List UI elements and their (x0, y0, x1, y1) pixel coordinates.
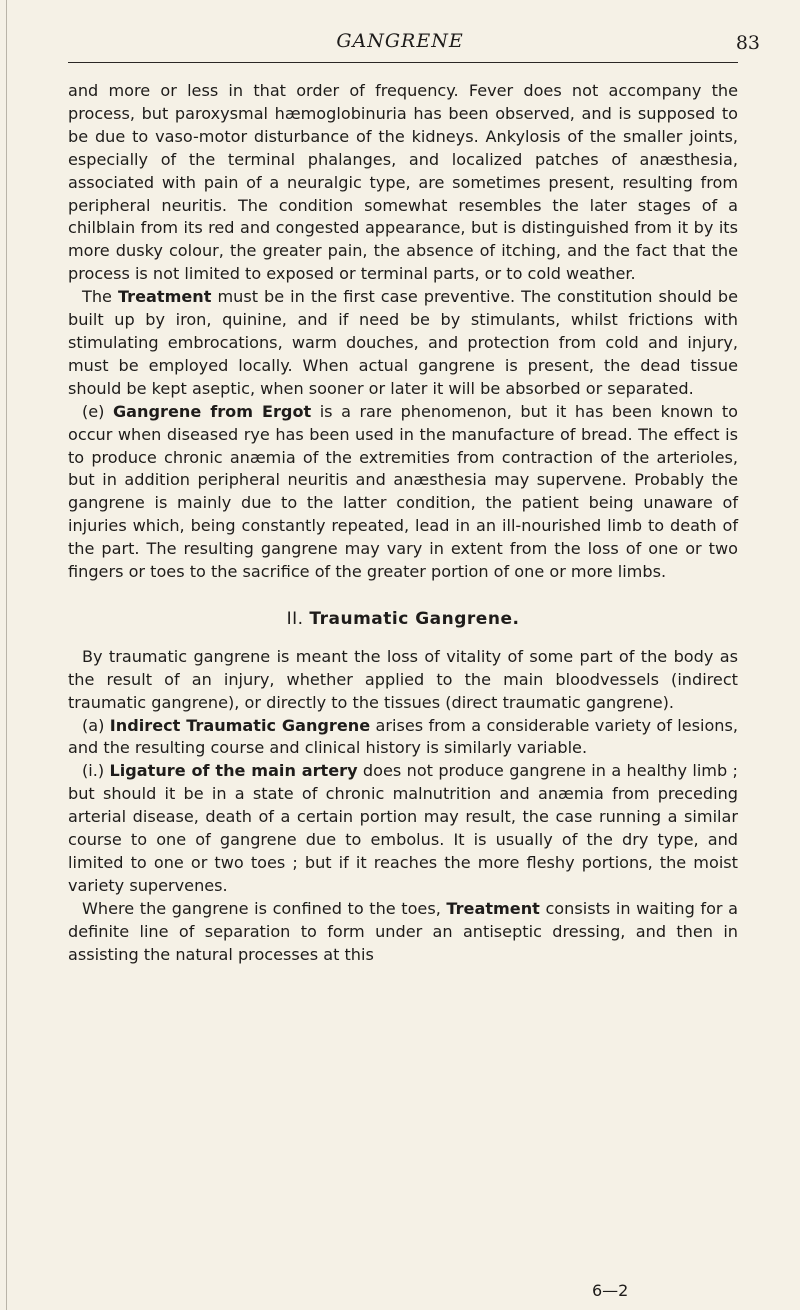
running-head: GANGRENE (336, 30, 464, 52)
paragraph-treatment (68, 286, 738, 401)
paragraph-toes-text: consists in waiting for a definite line of separation to form under an antiseptic dressing, and then in assisting the natural processes at this (68, 898, 738, 964)
paragraph-toes-heading: Treatment (446, 898, 540, 918)
page-edge-line (6, 0, 7, 1310)
page-header (0, 30, 800, 60)
paragraph-ergot (68, 401, 738, 584)
paragraph-definition: By traumatic gangrene is meant the loss of vitality of some part of the body as the result of an injury, whether applied to the main bloodvessels (indirect traumatic gangrene), or directly to the tissues (direct traumatic gangrene). (68, 646, 738, 712)
paragraph-ligature-text: does not produce gangrene in a healthy limb ; but should it be in a state of chronic malnutrition and anæmia from preceding arterial disease, death of a certain portion may result, the case running a similar course to one of gangrene due to embolus. It is usually of the dry type, and limited to one or two toes ; but if it reaches the more fleshy portions, the moist variety supervenes. (68, 761, 738, 895)
paragraph-indirect (68, 715, 738, 761)
body-text (68, 80, 738, 967)
paragraph-ergot-text: is a rare phenomenon, but it has been known to occur when diseased rye has been used in the manufacture of bread. The effect is to produce chronic anæmia of the extremities from contraction of the arterioles, but in addition peripheral neuritis and anæsthesia may supervene. Probably the gangrene is mainly due to the latter condition, the patient being unaware of injuries which, being constantly repeated, lead in an ill-nourished limb to death of the part. The resulting gangrene may vary in extent from the loss of one or two fingers or toes to the sacrifice of the greater portion of one or more limbs. (68, 401, 738, 582)
paragraph-toes-pre: Where the gangrene is confined to the toes, (82, 898, 447, 918)
signature-mark: 6—2 (592, 1281, 629, 1300)
section-number: II. (286, 608, 310, 629)
paragraph-treatment-text: must be in the first case preventive. The constitution should be built up by iron, quinine, and if need be by stimulants, whilst frictions with stimulating embrocations, warm douches, and protection from cold and injury, must be employed locally. When actual gangrene is present, the dead tissue should be kept aseptic, when sooner or later it will be absorbed or separated. (68, 287, 738, 398)
section-heading (68, 608, 738, 631)
paragraph-ligature (68, 760, 738, 897)
paragraph-treatment-pre: The (82, 287, 118, 307)
paragraph-ergot-pre: (e) (82, 401, 113, 421)
paragraph-indirect-text: arises from a considerable variety of lesions, and the resulting course and clinical history is similarly variable. (68, 715, 738, 758)
paragraph-indirect-pre: (a) (82, 715, 110, 735)
paragraph-treatment-heading: Treatment (117, 287, 212, 307)
paragraph-toes-treatment (68, 898, 738, 967)
paragraph-1: and more or less in that order of frequency. Fever does not accompany the process, but paroxysmal hæmoglobinuria has been observed, and is supposed to be due to vaso-motor disturbance of the kidneys. Ankylosis of the smaller joints, especially of the terminal phalanges, and localized patches of anæsthesia, associated with pain of a neuralgic type, are sometimes present, resulting from peripheral neuritis. The condition somewhat resembles the later stages of a chilblain from its red and congested appearance, but is distinguished from it by its more dusky colour, the greater pain, the absence of itching, and the fact that the process is not limited to exposed or terminal parts, or to cold weather. (68, 81, 738, 284)
paragraph-ligature-pre: (i.) (82, 761, 110, 781)
section-title: Traumatic Gangrene. (309, 608, 520, 629)
paragraph-indirect-heading: Indirect Traumatic Gangrene (109, 715, 371, 735)
page-number: 83 (735, 32, 760, 54)
paragraph-ligature-heading: Ligature of the main artery (109, 761, 358, 781)
paragraph-ergot-heading: Gangrene from Ergot (112, 401, 312, 421)
header-rule (68, 62, 738, 63)
